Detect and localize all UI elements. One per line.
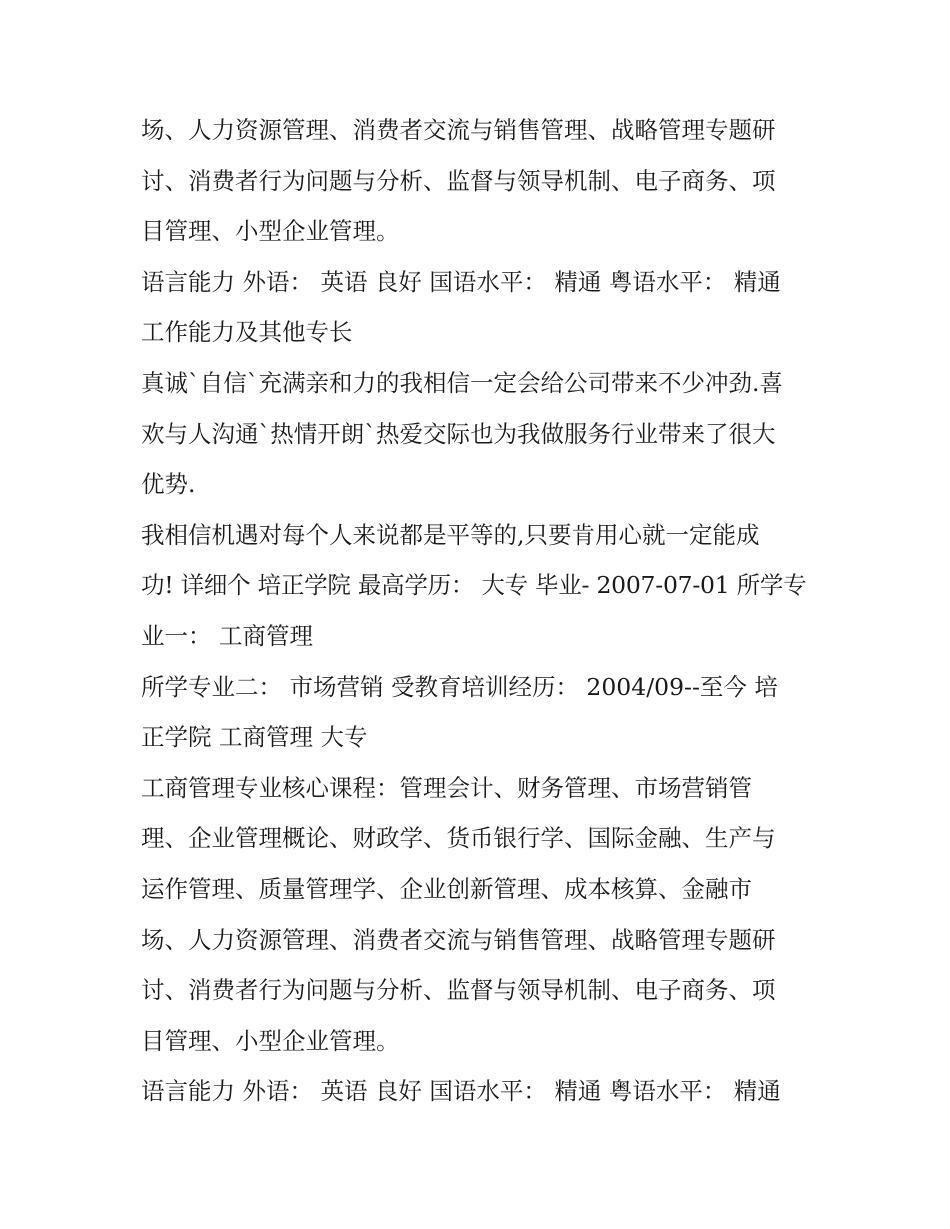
text-line: 工商管理专业核心课程：管理会计、财务管理、市场营销管 [141,773,752,802]
text-line: 语言能力 外语： 英语 良好 国语水平： 精通 粤语水平： 精通 [141,267,781,296]
text-line: 运作管理、质量管理学、企业创新管理、成本核算、金融市 [141,874,752,903]
text-line: 讨、消费者行为问题与分析、监督与领导机制、电子商务、项 [141,166,776,195]
text-line: 场、人力资源管理、消费者交流与销售管理、战略管理专题研 [141,925,776,954]
text-line: 我相信机遇对每个人来说都是平等的,只要肯用心就一定能成 [141,520,760,549]
document-body [141,105,813,1117]
text-line: 业一： 工商管理 [141,621,313,650]
text-line: 功! 详细个 培正学院 最高学历： 大专 毕业- 2007-07-01 所学专 [141,571,807,600]
text-line: 正学院 工商管理 大专 [141,723,368,752]
text-line: 讨、消费者行为问题与分析、监督与领导机制、电子商务、项 [141,976,776,1005]
text-line: 工作能力及其他专长 [141,318,353,347]
text-line: 所学专业二： 市场营销 受教育培训经历： 2004/09--至今 培 [141,672,778,701]
text-line: 理、企业管理概论、财政学、货币银行学、国际金融、生产与 [141,824,776,853]
text-line: 优势. [141,470,196,499]
text-line: 场、人力资源管理、消费者交流与销售管理、战略管理专题研 [141,116,776,144]
text-line: 语言能力 外语： 英语 良好 国语水平： 精通 粤语水平： 精通 [141,1077,781,1106]
text-line: 目管理、小型企业管理。 [141,1026,400,1055]
text-line: 真诚`自信`充满亲和力的我相信一定会给公司带来不少冲劲.喜 [141,368,783,397]
text-line: 目管理、小型企业管理。 [141,217,400,246]
text-line: 欢与人沟通`热情开朗`热爱交际也为我做服务行业带来了很大 [141,419,776,448]
